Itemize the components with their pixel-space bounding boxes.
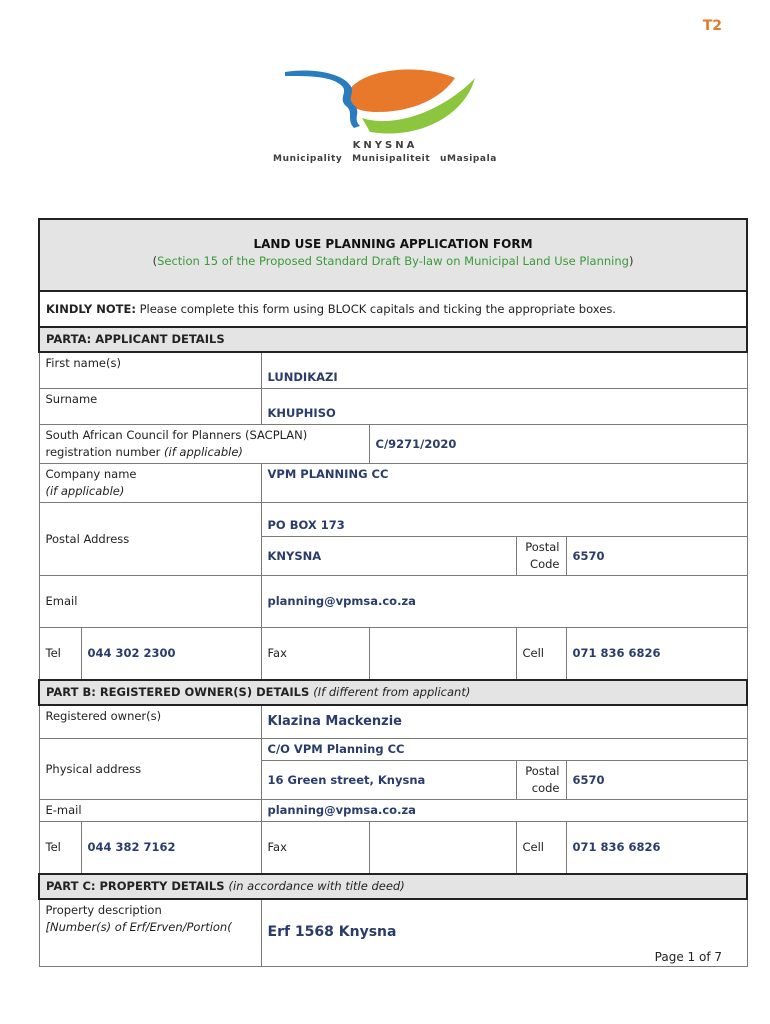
postal-address-line2[interactable]: KNYSNA bbox=[261, 537, 516, 576]
part-b-heading: PART B: REGISTERED OWNER(S) DETAILS (If different from applicant) bbox=[39, 680, 747, 705]
owner-email-label: E-mail bbox=[39, 800, 261, 822]
email-label: Email bbox=[39, 576, 261, 628]
owner-fax-label: Fax bbox=[261, 822, 369, 874]
form-table bbox=[38, 218, 748, 967]
first-name-field[interactable]: LUNDIKAZI bbox=[261, 352, 747, 389]
email-field[interactable]: planning@vpmsa.co.za bbox=[261, 576, 747, 628]
property-description-field[interactable]: Erf 1568 Knysna bbox=[261, 899, 747, 967]
form-title: LAND USE PLANNING APPLICATION FORM bbox=[253, 237, 533, 251]
cell-label: Cell bbox=[516, 628, 566, 680]
owner-email-field[interactable]: planning@vpmsa.co.za bbox=[261, 800, 747, 822]
tel-field[interactable]: 044 302 2300 bbox=[81, 628, 261, 680]
owner-postal-code-label: Postal code bbox=[516, 761, 566, 800]
owner-tel-field[interactable]: 044 382 7162 bbox=[81, 822, 261, 874]
postal-address-line1[interactable]: PO BOX 173 bbox=[261, 503, 747, 537]
company-field[interactable]: VPM PLANNING CC bbox=[261, 464, 747, 503]
form-subtitle: (Section 15 of the Proposed Standard Draft By-law on Municipal Land Use Planning) bbox=[152, 254, 634, 268]
logo-subtitle: Municipality Munisipaliteit uMasipala bbox=[273, 154, 497, 164]
cell-field[interactable]: 071 836 6826 bbox=[566, 628, 747, 680]
owner-fax-field[interactable] bbox=[369, 822, 516, 874]
logo-graphic bbox=[250, 60, 520, 140]
part-a-heading: PARTA: APPLICANT DETAILS bbox=[39, 327, 747, 352]
postal-code-label: Postal Code bbox=[516, 537, 566, 576]
tel-label: Tel bbox=[39, 628, 81, 680]
municipality-logo bbox=[250, 60, 520, 170]
owner-cell-label: Cell bbox=[516, 822, 566, 874]
postal-code-field[interactable]: 6570 bbox=[566, 537, 747, 576]
sacplan-field[interactable]: C/9271/2020 bbox=[369, 425, 747, 464]
logo-river-shape bbox=[285, 71, 360, 128]
postal-address-label: Postal Address bbox=[39, 503, 261, 576]
owner-tel-label: Tel bbox=[39, 822, 81, 874]
kindly-note: KINDLY NOTE: Please complete this form using BLOCK capitals and ticking the appropriate boxes. bbox=[39, 291, 747, 327]
application-form bbox=[38, 218, 746, 967]
fax-field[interactable] bbox=[369, 628, 516, 680]
owner-field[interactable]: Klazina Mackenzie bbox=[261, 705, 747, 739]
physical-address-label: Physical address bbox=[39, 739, 261, 800]
company-label: Company name (if applicable) bbox=[39, 464, 261, 503]
surname-label: Surname bbox=[39, 389, 261, 425]
sacplan-label: South African Council for Planners (SACPLAN) registration number (if applicable) bbox=[39, 425, 369, 464]
surname-field[interactable]: KHUPHISO bbox=[261, 389, 747, 425]
owner-postal-code-field[interactable]: 6570 bbox=[566, 761, 747, 800]
document-code: T2 bbox=[702, 18, 722, 34]
page-number: Page 1 of 7 bbox=[654, 950, 722, 964]
fax-label: Fax bbox=[261, 628, 369, 680]
form-header bbox=[39, 219, 747, 291]
form-subtitle-text: Section 15 of the Proposed Standard Draft By-law on Municipal Land Use Planning bbox=[157, 254, 629, 268]
first-name-label: First name(s) bbox=[39, 352, 261, 389]
owner-label: Registered owner(s) bbox=[39, 705, 261, 739]
physical-address-line1[interactable]: C/O VPM Planning CC bbox=[261, 739, 747, 761]
owner-cell-field[interactable]: 071 836 6826 bbox=[566, 822, 747, 874]
part-c-heading: PART C: PROPERTY DETAILS (in accordance with title deed) bbox=[39, 874, 747, 899]
property-description-label: Property description [Number(s) of Erf/Erven/Portion( bbox=[39, 899, 261, 967]
logo-name: KNYSNA bbox=[352, 140, 418, 151]
physical-address-line2[interactable]: 16 Green street, Knysna bbox=[261, 761, 516, 800]
